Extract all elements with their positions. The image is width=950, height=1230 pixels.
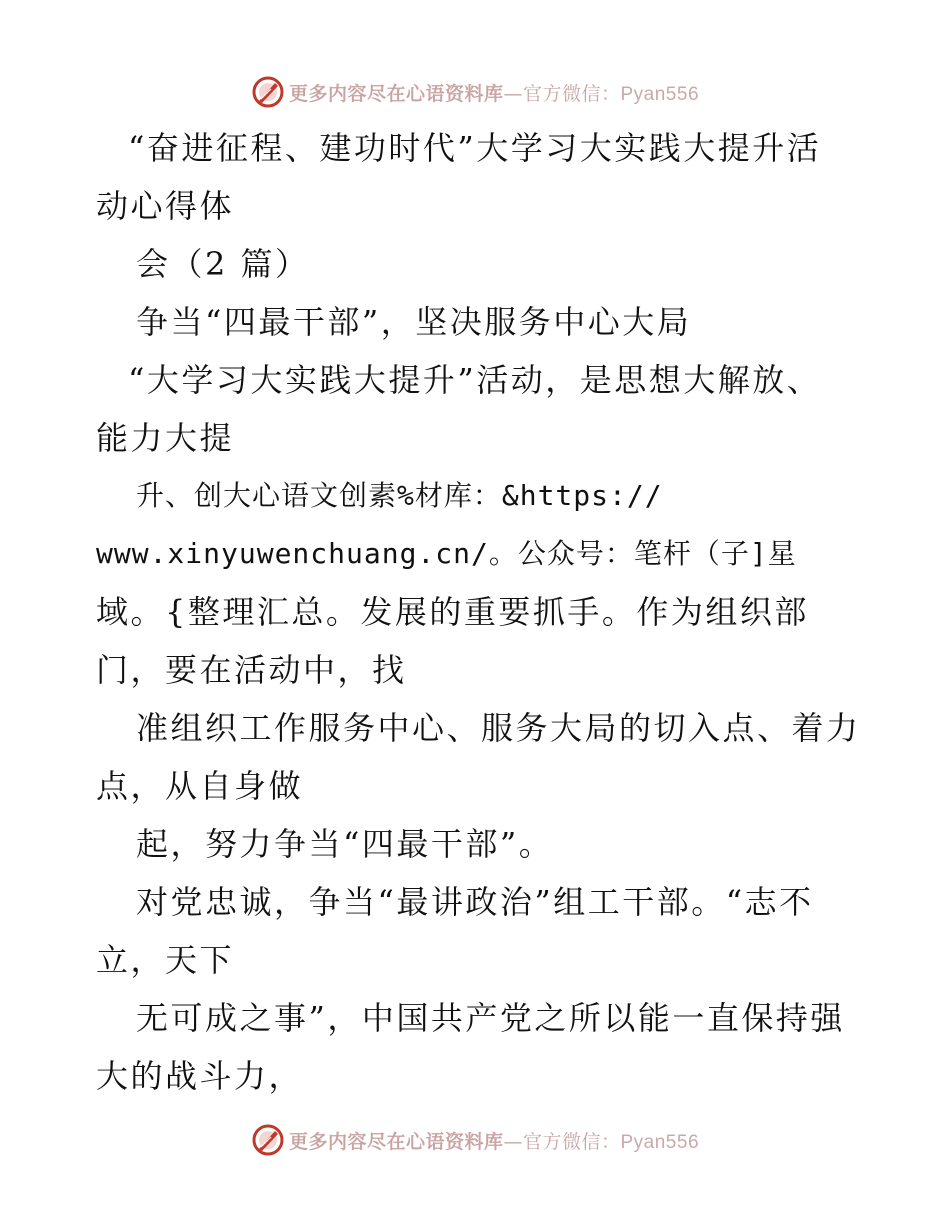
banner-wechat-id: Pyan556	[620, 83, 700, 105]
paragraph-line: 域。{整理汇总。发展的重要抓手。作为组织部	[96, 593, 809, 631]
banner-separator: —	[503, 1130, 523, 1153]
footer-banner	[0, 1120, 950, 1160]
paragraph-line: 起，努力争当“四最干部”。	[136, 825, 554, 863]
header-banner	[0, 72, 950, 112]
title-line-2: 动心得体	[96, 187, 235, 225]
banner-brand-text: 更多内容尽在心语资料库	[288, 1130, 504, 1153]
banner-text	[289, 79, 699, 106]
paragraph-line: 大的战斗力，	[96, 1057, 304, 1095]
paragraph-line: 点，从自身做	[96, 767, 304, 805]
paragraph-line: 对党忠诚，争当“最讲政治”组工干部。“志不	[136, 883, 814, 921]
paragraph-line: 准组织工作服务中心、服务大局的切入点、着力	[136, 709, 861, 747]
banner-contact-label: 官方微信：	[522, 1130, 621, 1153]
paragraph-line: www.xinyuwenchuang.cn/。公众号：笔杆（子]星	[96, 537, 797, 570]
banner-contact-label: 官方微信：	[522, 82, 621, 105]
paragraph-line: 升、创大心语文创素%材库：&https://	[136, 479, 663, 512]
paragraph-line: 无可成之事”，中国共产党之所以能一直保持强	[136, 999, 845, 1037]
banner-text	[289, 1127, 699, 1154]
title-line-3: 会（2 篇）	[136, 245, 310, 283]
banner-separator: —	[503, 82, 523, 105]
section-heading: 争当“四最干部”，坚决服务中心大局	[136, 303, 692, 341]
banner-wechat-id: Pyan556	[620, 1131, 700, 1153]
banner-brand-text: 更多内容尽在心语资料库	[288, 82, 504, 105]
paragraph-line: 立，天下	[96, 941, 235, 979]
quill-logo-icon	[251, 75, 285, 109]
title-line-1: “奋进征程、建功时代”大学习大实践大提升活	[128, 129, 822, 167]
paragraph-line: 能力大提	[96, 419, 235, 457]
paragraph-line: “大学习大实践大提升”活动，是思想大解放、	[128, 361, 822, 399]
quill-logo-icon	[251, 1123, 285, 1157]
paragraph-line: 门，要在活动中，找	[96, 651, 407, 689]
